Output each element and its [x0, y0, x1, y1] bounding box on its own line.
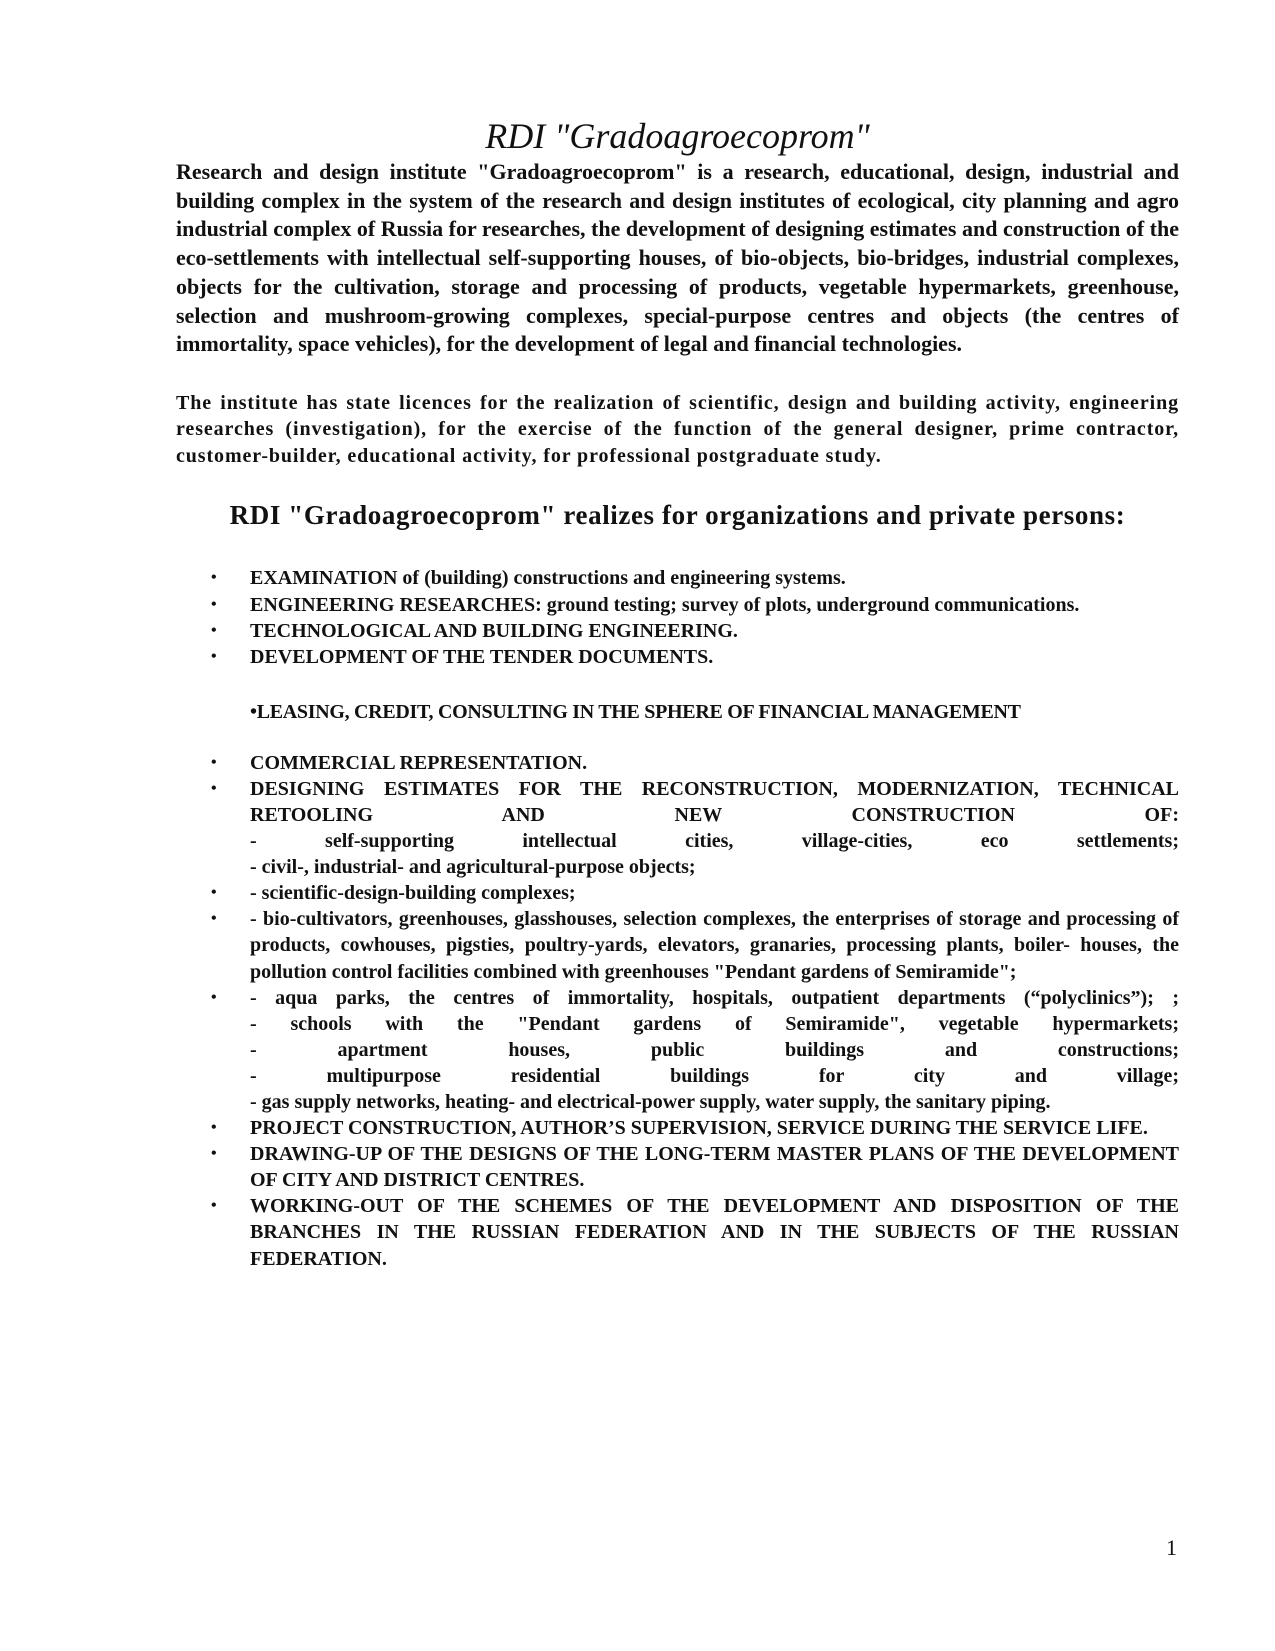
list-item-text: DRAWING-UP OF THE DESIGNS OF THE LONG-TERM MASTER PLANS OF THE DEVELOPMENT OF CITY AND DISTRICT CENTRES. — [250, 1143, 1179, 1192]
bullet-icon: • — [211, 884, 217, 902]
bullet-icon: • — [211, 1119, 217, 1137]
list-item — [211, 1141, 1179, 1193]
list-item — [211, 565, 1179, 591]
bullet-icon: • — [211, 1197, 217, 1215]
list-item — [211, 618, 1179, 644]
leasing-line: •LEASING, CREDIT, CONSULTING IN THE SPHERE OF FINANCIAL MANAGEMENT — [250, 700, 1021, 723]
list-item-subline: - self-supporting intellectual cities, village-cities, eco settlements; — [250, 830, 1179, 853]
list-item-text: EXAMINATION of (building) constructions and engineering systems. — [250, 567, 846, 590]
bullet-icon: • — [211, 1145, 217, 1163]
services-heading: RDI "Gradoagroecoprom" realizes for organizations and private persons: — [229, 500, 1126, 531]
services-list-primary — [176, 565, 1179, 669]
list-item — [211, 985, 1179, 1115]
intro-paragraph: Research and design institute "Gradoagroecoprom" is a research, educational, design, industrial and building complex in the system of the research and design institutes of ecological, city planning and agro industrial complex of Russia for researches, the development of designing estimates and construction of the eco-settlements with intellectual self-supporting houses, of bio-objects, bio-bridges, industrial complexes, objects for the cultivation, storage and processing of products, vegetable hypermarkets, greenhouse, selection and mushroom-growing complexes, special-purpose centres and objects (the centres of immortality, space vehicles), for the development of legal and financial technologies. — [176, 159, 1179, 357]
bullet-icon: • — [211, 647, 217, 665]
list-item-text: WORKING-OUT OF THE SCHEMES OF THE DEVELOPMENT AND DISPOSITION OF THE BRANCHES IN THE RUSSIAN FEDERATION AND IN THE SUBJECTS OF THE RUSSIAN FEDERATION. — [250, 1195, 1179, 1270]
list-item-text: - scientific-design-building complexes; — [250, 882, 576, 905]
list-item-text: COMMERCIAL REPRESENTATION. — [250, 751, 588, 774]
list-item — [211, 1115, 1179, 1141]
list-item — [211, 750, 1179, 776]
list-item-text: DESIGNING ESTIMATES FOR THE RECONSTRUCTION, MODERNIZATION, TECHNICAL RETOOLING AND NEW CONSTRUCTION OF: — [250, 777, 1179, 826]
list-item — [211, 776, 1179, 880]
page-content — [176, 114, 1179, 1272]
bullet-icon: • — [211, 753, 217, 771]
list-item-subline: - schools with the "Pendant gardens of Semiramide", vegetable hypermarkets; — [250, 1012, 1179, 1035]
list-item-text: - aqua parks, the centres of immortality, hospitals, outpatient departments (“polyclinics”); ; — [250, 986, 1179, 1009]
bullet-icon: • — [211, 988, 217, 1006]
list-item-text: DEVELOPMENT OF THE TENDER DOCUMENTS. — [250, 645, 714, 668]
list-item-subline: - multipurpose residential buildings for city and village; — [250, 1064, 1179, 1087]
list-item-text: - bio-cultivators, greenhouses, glasshouses, selection complexes, the enterprises of storage and processing of products, cowhouses, pigsties, poultry-yards, elevators, granaries, processing plants, boiler- houses, the pollution control facilities combined with greenhouses "Pendant gardens of Semiramide"; — [250, 908, 1179, 983]
list-item — [211, 644, 1179, 670]
list-item-text: ENGINEERING RESEARCHES: ground testing; survey of plots, underground communications. — [250, 593, 1080, 616]
list-item — [211, 880, 1179, 906]
list-item-subline: - civil-, industrial- and agricultural-purpose objects; — [250, 856, 696, 879]
list-item-subline: - apartment houses, public buildings and constructions; — [250, 1038, 1179, 1061]
licence-paragraph: The institute has state licences for the realization of scientific, design and building activity, engineering researches (investigation), for the exercise of the function of the general designer, prime contractor, customer-builder, educational activity, for professional postgraduate study. — [176, 391, 1179, 467]
bullet-icon: • — [211, 621, 217, 639]
bullet-icon: • — [211, 910, 217, 928]
list-item — [211, 592, 1179, 618]
list-item-text: PROJECT CONSTRUCTION, AUTHOR’S SUPERVISION, SERVICE DURING THE SERVICE LIFE. — [250, 1117, 1148, 1140]
bullet-icon: • — [211, 779, 217, 797]
list-item — [211, 906, 1179, 984]
bullet-icon: • — [211, 569, 217, 587]
document-title: RDI "Gradoagroecoprom" — [485, 116, 870, 156]
list-item — [211, 1193, 1179, 1271]
list-item-text: TECHNOLOGICAL AND BUILDING ENGINEERING. — [250, 619, 738, 642]
list-item-subline: - gas supply networks, heating- and electrical-power supply, water supply, the sanitary piping. — [250, 1091, 1051, 1114]
bullet-icon: • — [211, 595, 217, 613]
page-number: 1 — [1166, 1535, 1177, 1560]
services-list-secondary — [176, 750, 1179, 1272]
